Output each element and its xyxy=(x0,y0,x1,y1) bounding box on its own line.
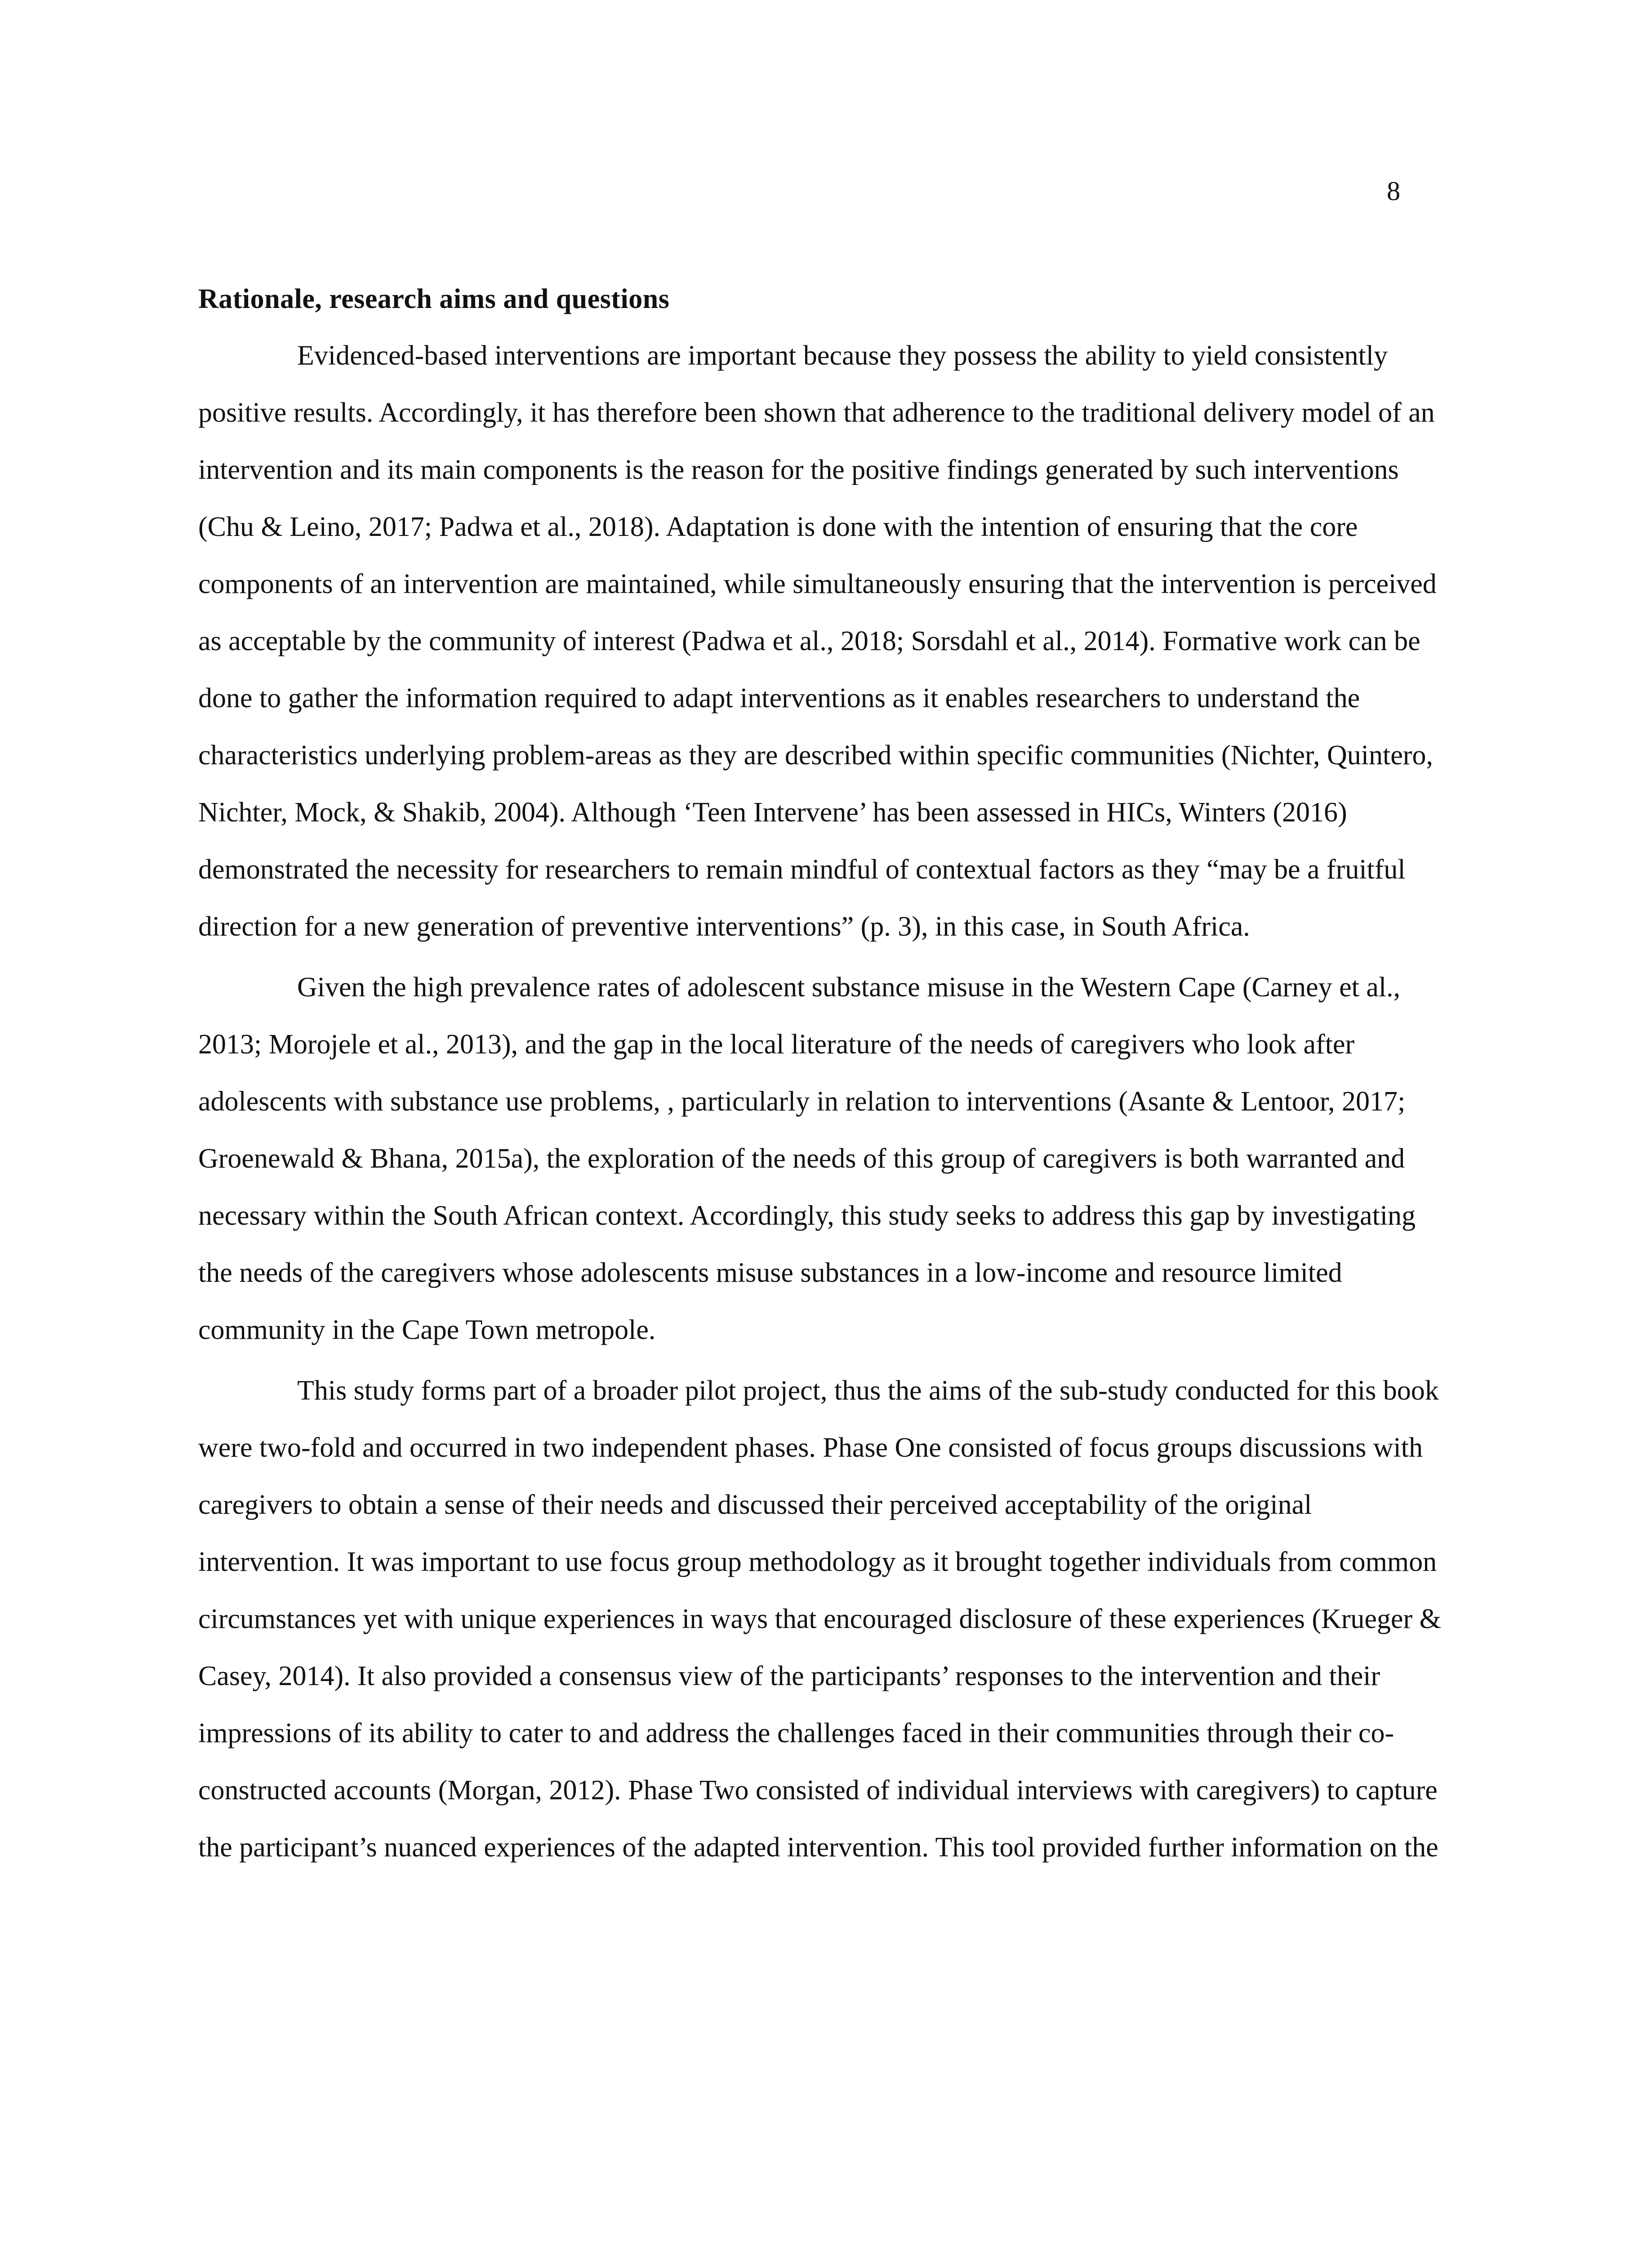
paragraph-evidence-based-interventions: Evidenced-based interventions are important because they possess the ability to yield consistently positive results. Accordingly, it has therefore been shown that adherence to the traditional delivery model of an intervention and its main components is the reason for the positive findings generated by such interventions (Chu & Leino, 2017; Padwa et al., 2018). Adaptation is done with the intention of ensuring that the core components of an intervention are maintained, while simultaneously ensuring that the intervention is perceived as acceptable by the community of interest (Padwa et al., 2018; Sorsdahl et al., 2014). Formative work can be done to gather the information required to adapt interventions as it enables researchers to understand the characteristics underlying problem-areas as they are described within specific communities (Nichter, Quintero, Nichter, Mock, & Shakib, 2004). Although ‘Teen Intervene’ has been assessed in HICs, Winters (2016) demonstrated the necessity for researchers to remain mindful of contextual factors as they “may be a fruitful direction for a new generation of preventive interventions” (p. 3), in this case, in South Africa. xyxy=(198,340,1437,942)
paragraph-prevalence-rates: Given the high prevalence rates of adolescent substance misuse in the Western Cape (Carney et al., 2013; Morojele et al., 2013), and the gap in the local literature of the needs of caregivers who look after adolescents with substance use problems, , particularly in relation to interventions (Asante & Lentoor, 2017; Groenewald & Bhana, 2015a), the exploration of the needs of this group of caregivers is both warranted and necessary within the South African context. Accordingly, this study seeks to address this gap by investigating the needs of the caregivers whose adolescents misuse substances in a low-income and resource limited community in the Cape Town metropole. xyxy=(198,972,1416,1345)
section-heading: Rationale, research aims and questions xyxy=(198,284,670,314)
page-number: 8 xyxy=(1387,176,1400,206)
document-body xyxy=(198,275,1452,1878)
paragraph-study-aims: This study forms part of a broader pilot project, thus the aims of the sub-study conducted for this book were two-fold and occurred in two independent phases. Phase One consisted of focus groups discussions with caregivers to obtain a sense of their needs and discussed their perceived acceptability of the original intervention. It was important to use focus group methodology as it brought together individuals from common circumstances yet with unique experiences in ways that encouraged disclosure of these experiences (Krueger & Casey, 2014). It also provided a consensus view of the participants’ responses to the intervention and their impressions of its ability to cater to and address the challenges faced in their communities through their co-constructed accounts (Morgan, 2012). Phase Two consisted of individual interviews with caregivers) to capture the participant’s nuanced experiences of the adapted intervention. This tool provided further information on the xyxy=(198,1375,1441,1863)
